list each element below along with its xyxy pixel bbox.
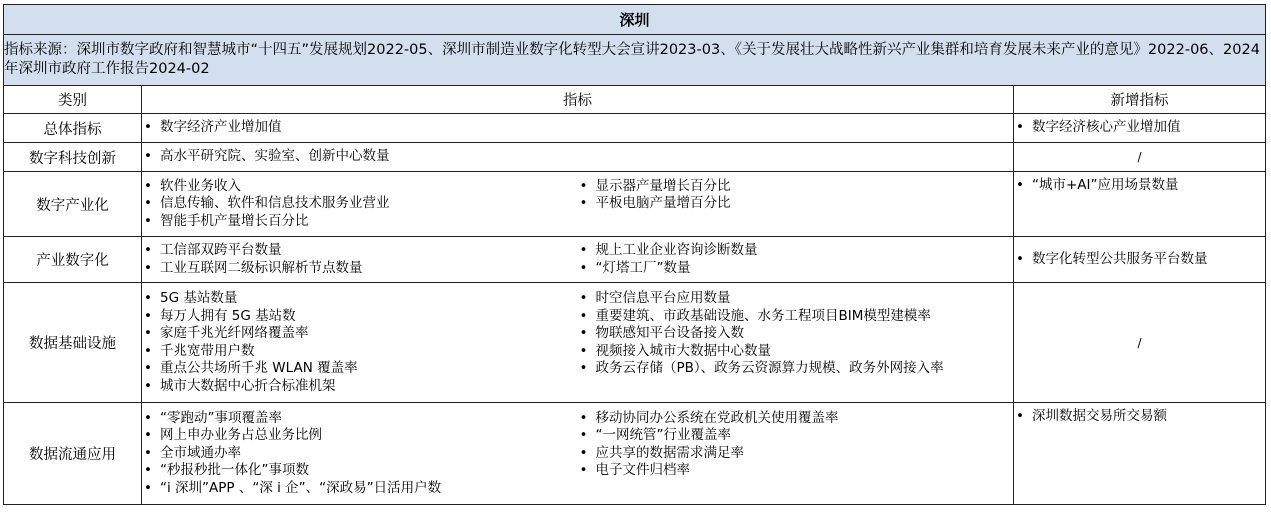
list-item: • 政务云存储（PB）、政务云资源算力规模、政务外网接入率 — [578, 360, 1014, 378]
list-item: • 数字经济产业增加值 — [142, 119, 1013, 137]
list-item: • 数字化转型公共服务平台数量 — [1014, 251, 1265, 269]
header-new-indicator: 新增指标 — [1014, 86, 1266, 114]
category-cell: 数字产业化 — [4, 172, 142, 237]
list-item: • 数字经济核心产业增加值 — [1014, 119, 1265, 137]
new-indicator-list — [1014, 177, 1265, 195]
new-indicator-cell — [1014, 237, 1266, 283]
new-indicator-cell — [1014, 114, 1266, 143]
list-item: • 家庭千兆光纤网络覆盖率 — [142, 325, 578, 343]
list-item: • 物联感知平台设备接入数 — [578, 325, 1014, 343]
table-row — [4, 237, 1266, 283]
indicator-list-left — [142, 410, 578, 498]
indicator-cell — [142, 172, 1014, 237]
category-cell: 总体指标 — [4, 114, 142, 143]
list-item: • 软件业务收入 — [142, 178, 578, 196]
list-item: • 城市大数据中心折合标准机架 — [142, 378, 578, 396]
table-row — [4, 114, 1266, 143]
indicator-cell — [142, 403, 1014, 505]
list-item: • 时空信息平台应用数量 — [578, 290, 1014, 308]
indicator-list-right — [578, 410, 1014, 480]
list-item: • “i 深圳”APP 、“深 i 企”、“深政易”日活用户数 — [142, 480, 578, 498]
indicator-list-left — [142, 178, 578, 231]
list-item: • 规上工业企业咨询诊断数量 — [578, 242, 1014, 260]
indicator-list-right — [578, 178, 1014, 231]
list-item: • “秒报秒批一体化”事项数 — [142, 462, 578, 480]
indicator-list-left — [142, 242, 578, 277]
list-item: • “灯塔工厂”数量 — [578, 260, 1014, 278]
table-title: 深圳 — [4, 5, 1266, 35]
list-item: • 全市域通办率 — [142, 445, 578, 463]
table-row — [4, 283, 1266, 403]
list-item: • 重要建筑、市政基础设施、水务工程项目BIM模型建模率 — [578, 308, 1014, 326]
list-item: • 深圳数据交易所交易额 — [1014, 408, 1265, 426]
list-item: • 显示器产量增长百分比 — [578, 178, 1014, 196]
indicator-list-right — [578, 242, 1014, 277]
indicator-cell — [142, 283, 1014, 403]
header-indicator: 指标 — [142, 86, 1014, 114]
list-item: • 应共享的数据需求满足率 — [578, 445, 1014, 463]
indicator-list-left — [142, 290, 578, 395]
new-indicator-list — [1014, 408, 1265, 426]
table-row — [4, 403, 1266, 505]
list-item: • “零跑动”事项覆盖率 — [142, 410, 578, 428]
list-item: • 平板电脑产量增百分比 — [578, 195, 1014, 213]
new-indicator-list — [1014, 251, 1265, 269]
category-cell: 数据基础设施 — [4, 283, 142, 403]
list-item: • 重点公共场所千兆 WLAN 覆盖率 — [142, 360, 578, 378]
new-indicator-cell — [1014, 172, 1266, 237]
title-row — [4, 5, 1266, 35]
list-item: • 电子文件归档率 — [578, 462, 1014, 480]
indicator-list-right — [578, 290, 1014, 395]
indicator-cell — [142, 237, 1014, 283]
indicator-list — [142, 148, 1013, 166]
list-item: • 视频接入城市大数据中心数量 — [578, 343, 1014, 361]
list-item: • 网上申办业务占总业务比例 — [142, 427, 578, 445]
category-cell: 数据流通应用 — [4, 403, 142, 505]
list-item: • 信息传输、软件和信息技术服务业营业 — [142, 195, 578, 213]
header-category: 类别 — [4, 86, 142, 114]
list-item: • 工信部双跨平台数量 — [142, 242, 578, 260]
new-indicator-empty: / — [1014, 283, 1266, 403]
indicator-table — [3, 4, 1266, 505]
table-row — [4, 143, 1266, 172]
list-item: • 5G 基站数量 — [142, 290, 578, 308]
list-item: • 高水平研究院、实验室、创新中心数量 — [142, 148, 1013, 166]
category-cell: 数字科技创新 — [4, 143, 142, 172]
list-item: • “城市+AI”应用场景数量 — [1014, 177, 1265, 195]
list-item: • 智能手机产量增长百分比 — [142, 213, 578, 231]
new-indicator-list — [1014, 119, 1265, 137]
new-indicator-cell — [1014, 403, 1266, 505]
indicator-cell — [142, 114, 1014, 143]
table-row — [4, 172, 1266, 237]
indicator-list — [142, 119, 1013, 137]
list-item: • 工业互联网二级标识解析节点数量 — [142, 260, 578, 278]
list-item: • 移动协同办公系统在党政机关使用覆盖率 — [578, 410, 1014, 428]
header-row — [4, 86, 1266, 114]
list-item: • 每万人拥有 5G 基站数 — [142, 308, 578, 326]
category-cell: 产业数字化 — [4, 237, 142, 283]
source-note: 指标来源：深圳市数字政府和智慧城市“十四五”发展规划2022-05、深圳市制造业数字化转型大会宣讲2023-03、《关于发展壮大战略性新兴产业集群和培育发展未来产业的意见》2022-06、2024年深圳市政府工作报告2024-02 — [4, 35, 1266, 86]
list-item: • 千兆宽带用户数 — [142, 343, 578, 361]
new-indicator-empty: / — [1014, 143, 1266, 172]
indicator-cell — [142, 143, 1014, 172]
list-item: • “一网统管”行业覆盖率 — [578, 427, 1014, 445]
source-row — [4, 35, 1266, 86]
